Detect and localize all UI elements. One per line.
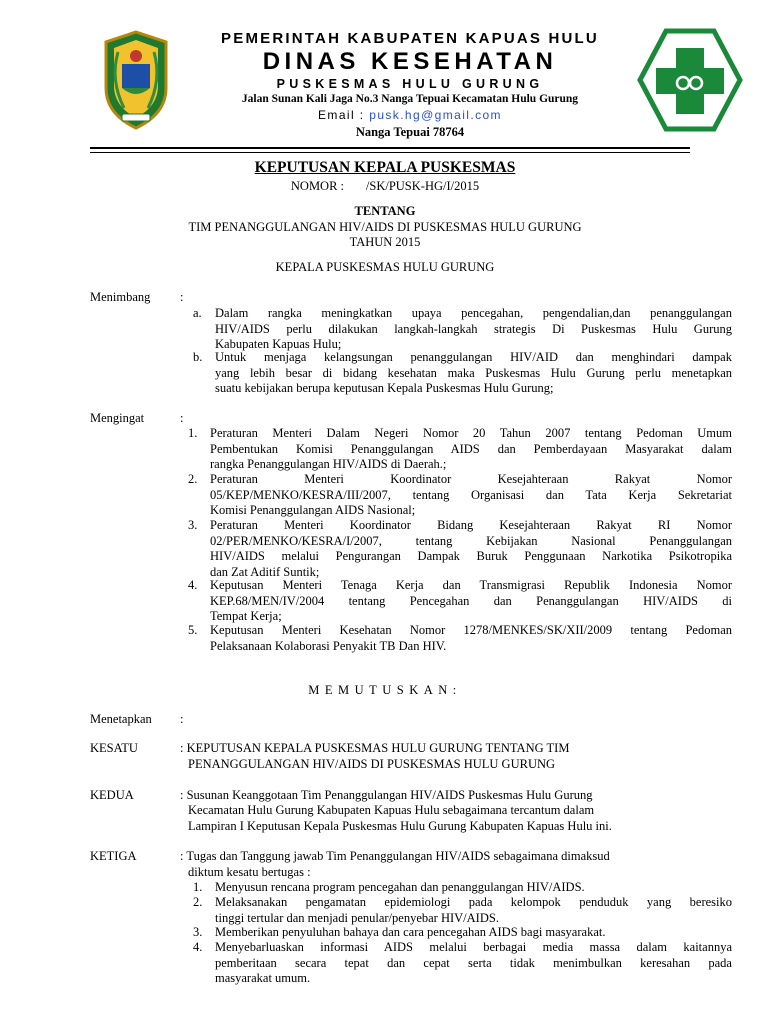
mengingat-3-line-3: HIV/AIDS melalui Pengurangan Dampak Buruk Penggunaan Narkotika Psikotropika xyxy=(210,549,732,563)
mengingat-5-line-2: Pelaksanaan Kolaborasi Penyakit TB Dan HIV. xyxy=(210,638,447,653)
kapuas-hulu-regency-emblem-icon xyxy=(100,30,172,130)
letterhead-rule-thick xyxy=(90,147,690,149)
subject-line-1: TIM PENANGGULANGAN HIV/AIDS DI PUSKESMAS HULU GURUNG xyxy=(188,220,582,234)
menimbang-b-line-3: suatu kebijakan berupa keputusan Kepala Puskesmas Hulu Gurung; xyxy=(215,381,554,395)
letterhead-rule-thin xyxy=(90,152,690,153)
mengingat-item-1 xyxy=(210,426,732,473)
mengingat-colon: : xyxy=(180,411,184,425)
menetapkan-colon: : xyxy=(180,712,184,726)
ketiga-item-1 xyxy=(215,880,732,896)
ketiga-marker-4: 4. xyxy=(193,940,203,954)
ketiga-marker-3: 3. xyxy=(193,925,203,939)
letterhead-text xyxy=(190,30,630,140)
menimbang-a-line-3: Kabupaten Kapuas Hulu; xyxy=(215,337,342,351)
menimbang-a-line-1: Dalam rangka meningkatkan upaya pencegahan, pengendalian,dan penanggulangan xyxy=(215,306,732,320)
city-postcode: Nanga Tepuai 78764 xyxy=(355,125,465,139)
mengingat-2-line-1: Peraturan Menteri Koordinator Kesejahteraan Rakyat Nomor xyxy=(210,472,732,486)
mengingat-4-line-1: Keputusan Menteri Tenaga Kerja dan Transmigrasi Republik Indonesia Nomor xyxy=(210,578,732,592)
ketiga-2-line-1: Melaksanakan pengamatan epidemiologi pada kelompok penduduk yang beresiko xyxy=(215,895,732,909)
ketiga-3-line-1: Memberikan penyuluhan bahaya dan cara pencegahan AIDS bagi masyarakat. xyxy=(215,925,606,939)
mengingat-marker-4: 4. xyxy=(188,578,198,592)
ketiga-label: KETIGA xyxy=(90,849,137,863)
menimbang-b-line-2: yang lebih besar di bidang kesehatan maka Puskesmas Hulu Gurung perlu menetapkan xyxy=(215,365,732,380)
mengingat-4-line-2: KEP.68/MEN/IV/2004 tentang Pencegahan dan Penanggulangan HIV/AIDS di xyxy=(210,593,732,608)
menimbang-item-b xyxy=(215,350,732,397)
letterhead xyxy=(0,0,768,150)
issuer-line: KEPALA PUSKESMAS HULU GURUNG xyxy=(275,260,495,274)
puskesmas-logo-icon xyxy=(636,28,744,132)
mengingat-item-4 xyxy=(210,578,732,625)
menimbang-b-line-1: Untuk menjaga kelangsungan penanggulangan HIV/AID dan menghindari dampak xyxy=(215,350,732,364)
unit-name: PUSKESMAS HULU GURUNG xyxy=(276,77,544,91)
document-number: NOMOR : /SK/PUSK-HG/I/2015 xyxy=(290,179,480,193)
kedua-label: KEDUA xyxy=(90,788,134,802)
government-name: PEMERINTAH KABUPATEN KAPUAS HULU xyxy=(221,30,599,47)
ketiga-4-line-2: pemberitaan secara tepat dan cepat serta tidak menimbulkan keresahan pada xyxy=(215,955,732,970)
ketiga-marker-1: 1. xyxy=(193,880,203,894)
kedua-line-3: Lampiran I Keputusan Kepala Puskesmas Hulu Gurung Kabupaten Kapuas Hulu ini. xyxy=(188,819,612,833)
kesatu-label: KESATU xyxy=(90,741,138,755)
ketiga-item-2 xyxy=(215,895,732,926)
email-label: Email : xyxy=(318,108,370,122)
mengingat-1-line-1: Peraturan Menteri Dalam Negeri Nomor 20 Tahun 2007 tentang Pedoman Umum xyxy=(210,426,732,440)
mengingat-item-3 xyxy=(210,518,732,580)
tentang-heading: TENTANG xyxy=(354,204,416,218)
mengingat-2-line-2: 05/KEP/MENKO/KESRA/III/2007, tentang Organisasi dan Tata Kerja Sekretariat xyxy=(210,487,732,502)
ketiga-marker-2: 2. xyxy=(193,895,203,909)
mengingat-3-line-4: dan Zat Aditif Suntik; xyxy=(210,564,320,579)
ketiga-line-1: : Tugas dan Tanggung jawab Tim Penanggulangan HIV/AIDS sebagaimana dimaksud xyxy=(180,849,610,863)
mengingat-item-5 xyxy=(210,623,732,654)
ketiga-4-line-1: Menyebarluaskan informasi AIDS melalui berbagai media massa dalam kaitannya xyxy=(215,940,732,954)
mengingat-label: Mengingat xyxy=(90,411,145,425)
ketiga-4-line-3: masyarakat umum. xyxy=(215,971,311,985)
kesatu-line-1: : KEPUTUSAN KEPALA PUSKESMAS HULU GURUNG TENTANG TIM xyxy=(180,741,570,755)
ketiga-line-2: diktum kesatu bertugas : xyxy=(188,865,311,879)
mengingat-marker-2: 2. xyxy=(188,472,198,486)
kedua-line-1: : Susunan Keanggotaan Tim Penanggulangan HIV/AIDS Puskesmas Hulu Gurung xyxy=(180,788,593,802)
menimbang-label: Menimbang xyxy=(90,290,151,304)
mengingat-marker-1: 1. xyxy=(188,426,198,440)
menimbang-a-line-2: HIV/AIDS perlu dilakukan langkah-langkah strategis Di Puskesmas Hulu Gurung xyxy=(215,321,732,336)
mengingat-5-line-1: Keputusan Menteri Kesehatan Nomor 1278/MENKES/SK/XII/2009 tentang Pedoman xyxy=(210,623,732,637)
mengingat-3-line-2: 02/PER/MENKO/KESRA/I/2007, tentang Kebijakan Nasional Penanggulangan xyxy=(210,533,732,548)
subject-line-2: TAHUN 2015 xyxy=(349,235,421,249)
ketiga-1-line-1: Menyusun rencana program pencegahan dan penanggulangan HIV/AIDS. xyxy=(215,880,585,894)
document-title: KEPUTUSAN KEPALA PUSKESMAS xyxy=(254,159,516,176)
email-link[interactable]: pusk.hg@gmail.com xyxy=(369,108,502,122)
mengingat-1-line-3: rangka Penanggulangan HIV/AIDS di Daerah.; xyxy=(210,457,447,471)
mengingat-4-line-3: Tempat Kerja; xyxy=(210,609,282,623)
address: Jalan Sunan Kali Jaga No.3 Nanga Tepuai Kecamatan Hulu Gurung xyxy=(241,93,579,105)
agency-name: DINAS KESEHATAN xyxy=(262,48,558,75)
menimbang-item-a xyxy=(215,306,732,353)
ketiga-item-4 xyxy=(215,940,732,987)
mengingat-marker-3: 3. xyxy=(188,518,198,532)
menimbang-colon: : xyxy=(180,290,184,304)
mengingat-2-line-3: Komisi Penanggulangan AIDS Nasional; xyxy=(210,503,416,517)
kesatu-line-2: PENANGGULANGAN HIV/AIDS DI PUSKESMAS HULU GURUNG xyxy=(188,757,556,771)
mengingat-3-line-1: Peraturan Menteri Koordinator Bidang Kesejahteraan Rakyat RI Nomor xyxy=(210,518,732,532)
menetapkan-label: Menetapkan xyxy=(90,712,152,726)
menimbang-marker-b: b. xyxy=(193,350,203,364)
kedua-line-2: Kecamatan Hulu Gurung Kabupaten Kapuas Hulu sebagaimana tercantum dalam xyxy=(188,803,595,817)
email-line xyxy=(190,107,630,124)
ketiga-2-line-2: tinggi tertular dan menjadi penular/penyebar HIV/AIDS. xyxy=(215,910,499,925)
mengingat-1-line-2: Pembentukan Komisi Penanggulangan AIDS dan Pemberdayaan Masyarakat dalam xyxy=(210,441,732,456)
mengingat-marker-5: 5. xyxy=(188,623,198,637)
mengingat-item-2 xyxy=(210,472,732,519)
ketiga-item-3 xyxy=(215,925,732,941)
memutuskan-heading: MEMUTUSKAN: xyxy=(308,683,462,697)
menimbang-marker-a: a. xyxy=(193,306,202,320)
